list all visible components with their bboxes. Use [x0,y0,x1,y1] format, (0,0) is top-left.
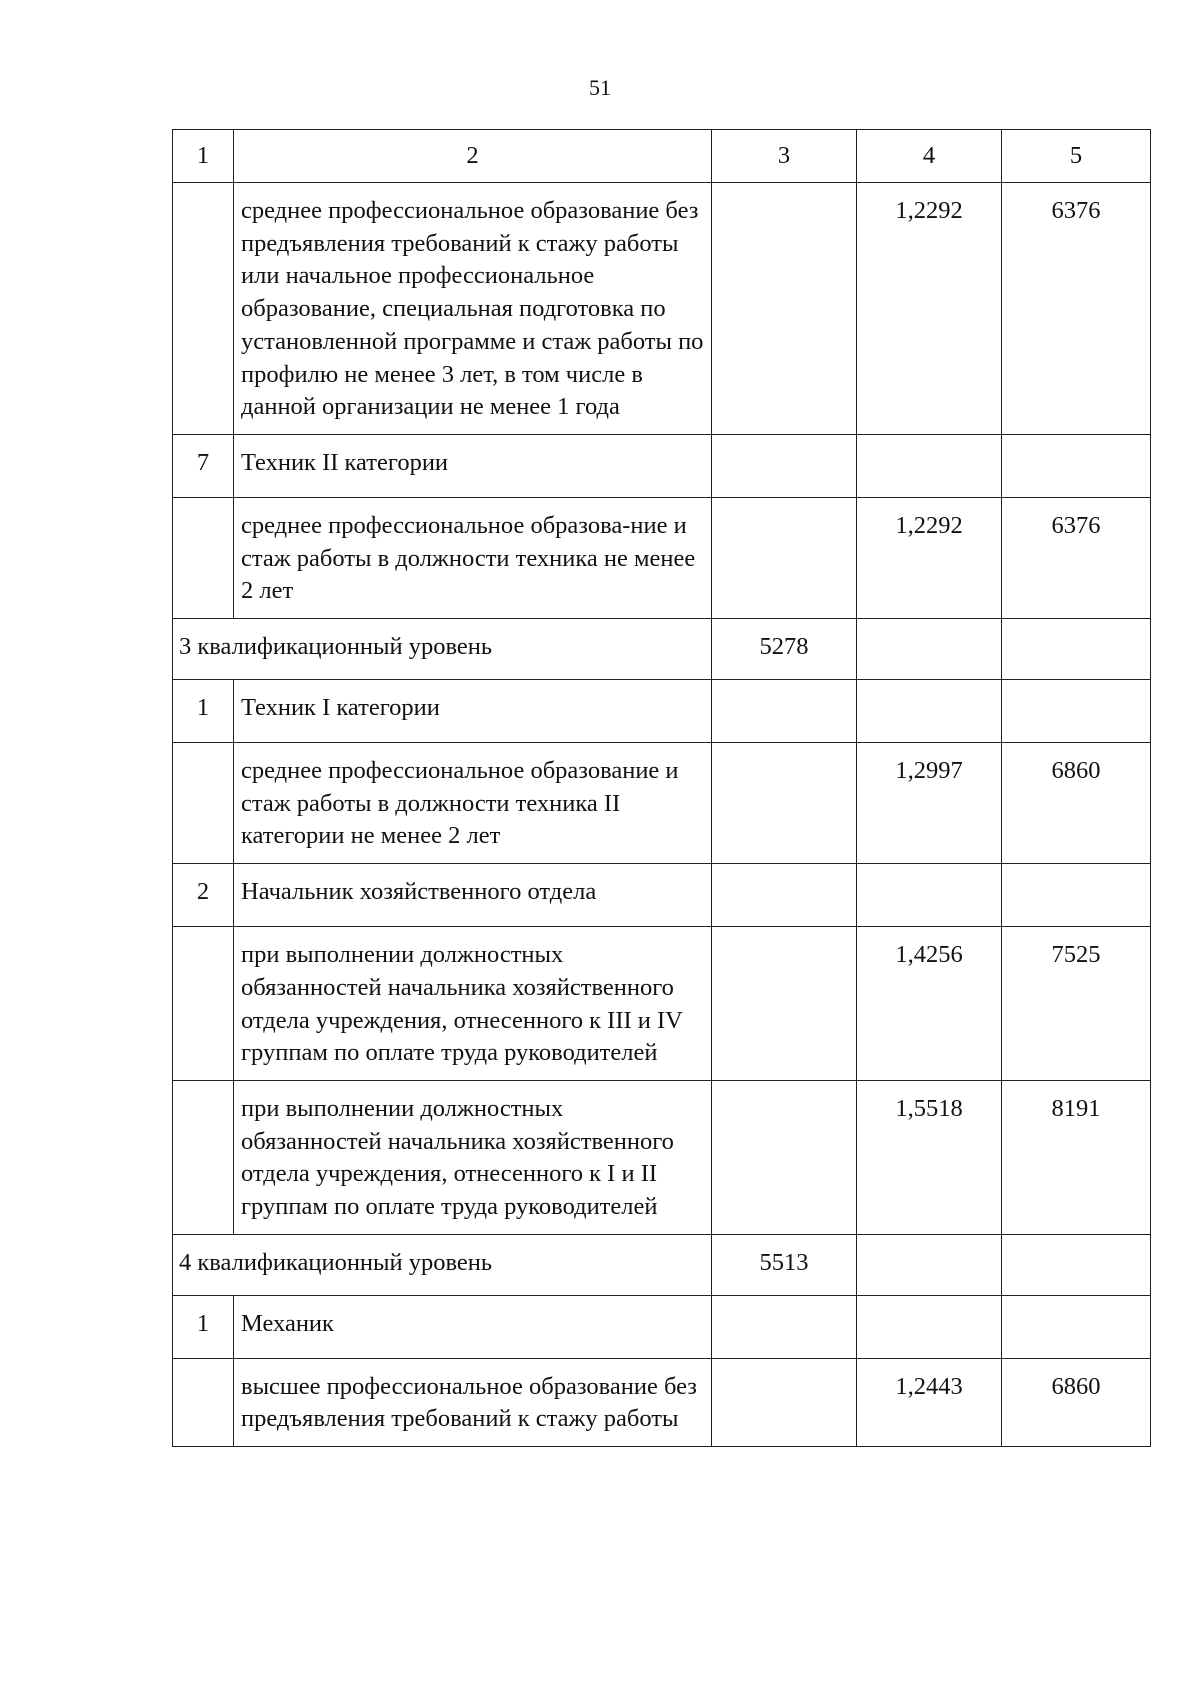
column-header-3: 3 [712,130,857,183]
table-row [173,434,1151,497]
table-row [173,743,1151,864]
row-base-salary [712,743,857,864]
table-row [173,1358,1151,1446]
row-coefficient [857,1234,1002,1295]
row-description: Механик [234,1295,712,1358]
row-coefficient: 1,2997 [857,743,1002,864]
row-base-salary [712,927,857,1081]
row-description: Техник I категории [234,680,712,743]
row-description: при выполнении должностных обязанностей начальника хозяйственного отдела учреждения, отнесенного к III и IV группам по оплате труда руководителей [234,927,712,1081]
row-coefficient: 1,2443 [857,1358,1002,1446]
salary-table [172,129,1151,1447]
row-salary [1002,434,1151,497]
row-coefficient: 1,5518 [857,1080,1002,1234]
row-salary [1002,619,1151,680]
row-description: среднее профессиональное образование и стаж работы в должности техника II категории не менее 2 лет [234,743,712,864]
page-number: 51 [589,75,611,100]
column-header-2: 2 [234,130,712,183]
row-base-salary: 5278 [712,619,857,680]
row-number [173,497,234,618]
row-salary: 6860 [1002,743,1151,864]
column-header-4: 4 [857,130,1002,183]
row-number: 2 [173,864,234,927]
qualification-level-row [173,619,1151,680]
table-header-row [173,130,1151,183]
row-coefficient: 1,2292 [857,183,1002,435]
table-row [173,680,1151,743]
table-row [173,1295,1151,1358]
row-description: среднее профессиональное образование без предъявления требований к стажу работы или начальное профессиональное образование, специальная подготовка по установленной программе и стаж работы по профилю не менее 3 лет, в том числе в данной организации не менее 1 года [234,183,712,435]
table-row [173,183,1151,435]
row-coefficient [857,680,1002,743]
row-salary: 6376 [1002,497,1151,618]
row-salary: 8191 [1002,1080,1151,1234]
column-header-1: 1 [173,130,234,183]
row-number [173,183,234,435]
row-base-salary [712,1358,857,1446]
row-description: при выполнении должностных обязанностей начальника хозяйственного отдела учреждения, отнесенного к I и II группам по оплате труда руководителей [234,1080,712,1234]
row-salary: 6376 [1002,183,1151,435]
row-base-salary: 5513 [712,1234,857,1295]
qualification-level-label: 3 квалификационный уровень [173,619,712,680]
row-number: 7 [173,434,234,497]
row-base-salary [712,680,857,743]
row-number [173,927,234,1081]
row-coefficient [857,1295,1002,1358]
row-base-salary [712,434,857,497]
row-salary: 6860 [1002,1358,1151,1446]
row-salary [1002,864,1151,927]
row-base-salary [712,497,857,618]
row-number [173,1080,234,1234]
row-coefficient: 1,4256 [857,927,1002,1081]
row-salary [1002,1234,1151,1295]
row-coefficient [857,434,1002,497]
row-description: Техник II категории [234,434,712,497]
row-description: среднее профессиональное образова-ние и стаж работы в должности техника не менее 2 лет [234,497,712,618]
row-number [173,1358,234,1446]
qualification-level-row [173,1234,1151,1295]
row-base-salary [712,1080,857,1234]
row-salary: 7525 [1002,927,1151,1081]
qualification-level-label: 4 квалификационный уровень [173,1234,712,1295]
row-salary [1002,680,1151,743]
row-number [173,743,234,864]
row-number: 1 [173,680,234,743]
row-coefficient [857,864,1002,927]
row-coefficient [857,619,1002,680]
column-header-5: 5 [1002,130,1151,183]
table-row [173,497,1151,618]
row-salary [1002,1295,1151,1358]
row-base-salary [712,864,857,927]
row-base-salary [712,1295,857,1358]
row-number: 1 [173,1295,234,1358]
row-coefficient: 1,2292 [857,497,1002,618]
table-row [173,927,1151,1081]
table-row [173,1080,1151,1234]
row-description: Начальник хозяйственного отдела [234,864,712,927]
row-description: высшее профессиональное образование без предъявления требований к стажу работы [234,1358,712,1446]
table-row [173,864,1151,927]
row-base-salary [712,183,857,435]
